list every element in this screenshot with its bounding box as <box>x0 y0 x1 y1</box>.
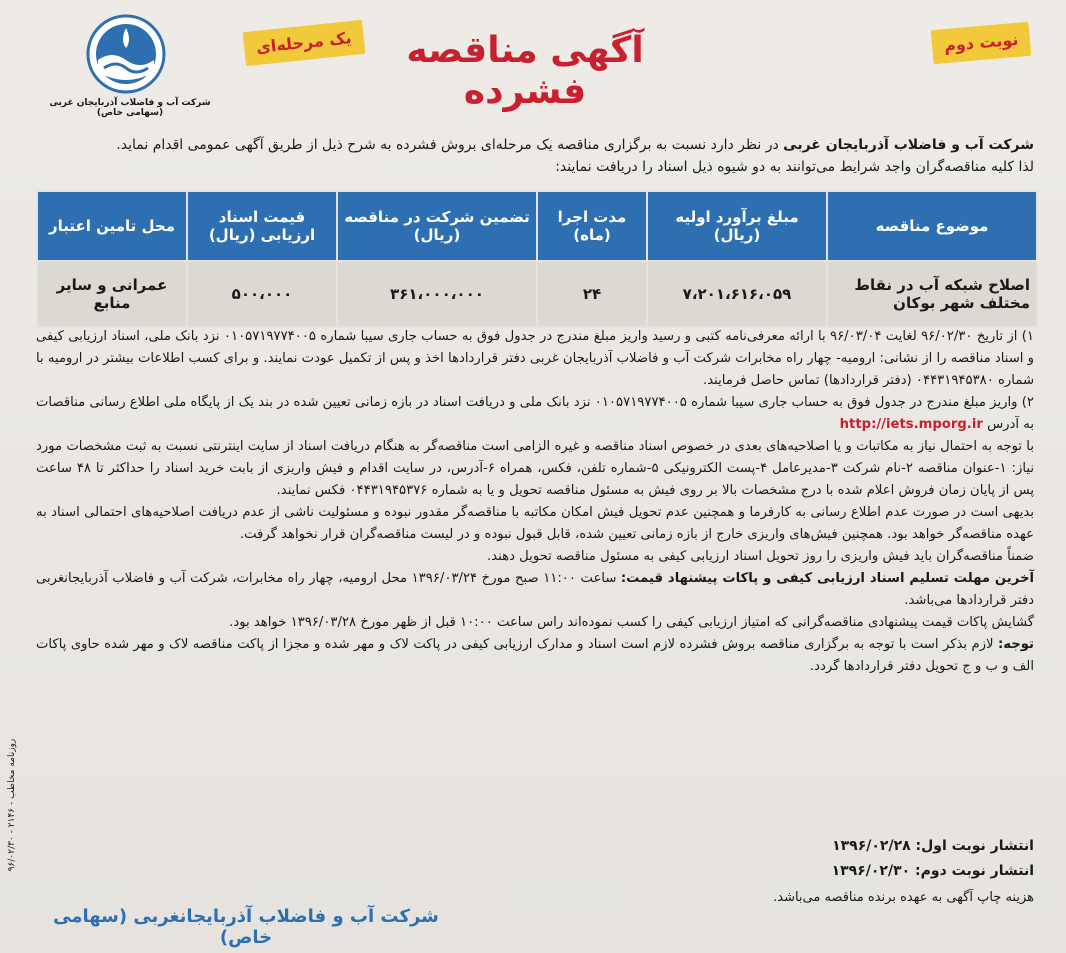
clause-responsibility: بدیهی است در صورت عدم اطلاع رسانی به کارفرما و همچنین عدم تحویل فیش امکان مکاتبه با مناقصه‌گر مقدور نبوده و مسئولیت ناشی از عدم دریافت اصلاحیه‌های احتمالی اسناد به عهده مناقصه‌گر خواهد بود. همچنین فیش‌های واریزی خارج از بازه زمانی تعیین شده، قابل قبول نبوده و در لیست مناقصه‌گران قرار نخواهد گرفت. <box>36 505 1034 542</box>
logo-caption: شرکت آب و فاضلاب آذربایجان غربی (سهامی خاص) <box>49 98 211 118</box>
cell-doc-price: ۵۰۰،۰۰۰ <box>187 261 337 327</box>
cell-guarantee: ۳۶۱،۰۰۰،۰۰۰ <box>337 261 537 327</box>
table-header-row <box>37 191 1037 261</box>
header-doc-price: قیمت اسناد ارزیابی (ریال) <box>187 191 337 261</box>
intro-line2: لذا کلیه مناقصه‌گران واجد شرایط می‌توانند به دو شیوه ذیل اسناد را دریافت نمایند: <box>555 159 1034 175</box>
intro-paragraph <box>36 134 1034 178</box>
cell-duration: ۲۴ <box>537 261 647 327</box>
company-logo-icon <box>86 14 166 94</box>
publication-dates <box>674 834 1034 884</box>
clause-2 <box>36 392 1034 436</box>
clause-2-text: ۲) واریز مبلغ مندرج در جدول فوق به حساب جاری سیبا شماره ۰۱۰۵۷۱۹۷۷۴۰۰۵ نزد بانک ملی و دریافت اسناد در بازه زمانی تعیین شده در بند یک از پایگاه ملی اطلاع رسانی مناقصات به آدرس <box>36 395 1034 432</box>
cell-estimate: ۷،۲۰۱،۶۱۶،۰۵۹ <box>647 261 827 327</box>
clause-receipt: ضمناً مناقصه‌گران باید فیش واریزی را روز تحویل اسناد ارزیابی کیفی به مسئول مناقصه تحویل دهند. <box>487 549 1034 564</box>
footer-company: شرکت آب و فاضلاب آذربایجانغربی (سهامی خاص) <box>53 906 439 948</box>
table-row <box>37 261 1037 327</box>
company-name: شرکت آب و فاضلاب آذربایجان غربی <box>783 137 1034 153</box>
portal-link[interactable]: http://iets.mporg.ir <box>839 417 983 432</box>
header-estimate: مبلغ برآورد اولیه (ریال) <box>647 191 827 261</box>
intro-line1: در نظر دارد نسبت به برگزاری مناقصه یک مرحله‌ای بروش فشرده به شرح ذیل از طریق آگهی عمومی اقدام نماید. <box>116 137 784 153</box>
header-funding: محل تامین اعتبار <box>37 191 187 261</box>
second-round-badge: نوبت دوم <box>930 22 1031 64</box>
side-strip-text: روزنامه مخاطب - ۲۱۴۶ - ۹۶/۰۲/۳۰ <box>7 738 17 872</box>
notice-body <box>36 326 1034 678</box>
cell-funding: عمرانی و سایر منابع <box>37 261 187 327</box>
header-guarantee: تضمین شرکت در مناقصه (ریال) <box>337 191 537 261</box>
deadline-label: آخرین مهلت تسلیم اسناد ارزیابی کیفی و پاکات پیشنهاد قیمت: <box>620 571 1034 586</box>
clause-note <box>36 634 1034 678</box>
second-publication: انتشار نوبت دوم: ۱۳۹۶/۰۲/۳۰ <box>831 863 1034 879</box>
page-title: آگهی مناقصه فشرده <box>406 30 644 112</box>
header-duration: مدت اجرا (ماه) <box>537 191 647 261</box>
cell-subject: اصلاح شبکه آب در نقاط مختلف شهر بوکان <box>827 261 1037 327</box>
single-stage-badge: یک مرحله‌ای <box>243 20 366 66</box>
tender-table <box>36 190 1038 328</box>
deadline-text: ساعت ۱۱:۰۰ صبح مورخ ۱۳۹۶/۰۳/۲۴ محل ارومیه، چهار راه مخابرات، شرکت آب و فاضلاب آذربایجانغربی دفتر قراردادها می‌باشد. <box>36 571 1034 608</box>
note-text: لازم بذکر است با توجه به برگزاری مناقصه بروش فشرده لازم است اسناد و مدارک ارزیابی کیفی در پاکت لاک و مهر شده و مجزا از پاکت مناقصه لاک و مهر شده حاوی پاکات الف و ب و ج تحویل دفتر قراردادها گردد. <box>36 637 1034 674</box>
clause-opening: گشایش پاکات قیمت پیشنهادی مناقصه‌گرانی که امتیاز ارزیابی کیفی را کسب نموده‌اند راس ساعت ۱۰:۰۰ قبل از ظهر مورخ ۱۳۹۶/۰۳/۲۸ خواهد بود. <box>229 615 1034 630</box>
clause-deadline <box>36 568 1034 612</box>
clause-1: ۱) از تاریخ ۹۶/۰۲/۳۰ لغایت ۹۶/۰۳/۰۴ با ارائه معرفی‌نامه کتبی و رسید واریز مبلغ مندرج در جدول فوق به حساب جاری سیبا شماره ۰۱۰۵۷۱۹۷۷۴۰۰۵ نزد بانک ملی، اسناد ارزیابی کیفی و اسناد مناقصه را از نشانی: ارومیه- چهار راه مخابرات شرکت آب و فاضلاب آذربایجان غربی دفتر قراردادها اخذ و پس از تکمیل عودت نمایند. و برای کسب اطلاعات بیشتر در ارومیه با شماره ۰۴۴۳۱۹۴۵۳۸۰ (دفتر قراردادها) تماس حاصل فرمایند. <box>36 329 1034 388</box>
clause-registration: با توجه به احتمال نیاز به مکاتبات و یا اصلاحیه‌های بعدی در خصوص اسناد مناقصه و غیره الزامی است مناقصه‌گر به هنگام دریافت اسناد از سایت اینترنتی نسبت به ثبت مشخصات مورد نیاز: ۱-عنوان مناقصه ۲-نام شرکت ۳-مدیرعامل ۴-پست الکترونیکی ۵-شماره تلفن، فکس، همراه ۶-آدرس، در سایت اقدام و فیش واریزی از بابت خرید اسناد را حداکثر تا ۴۸ ساعت پس از پایان زمان فروش اعلام شده با درج مشخصات بالا بر روی فیش به مسئول مناقصه تحویل و یا به شماره ۰۴۴۳۱۹۴۵۳۷۶ فکس نمایند. <box>36 439 1034 498</box>
print-cost-note: هزینه چاپ آگهی به عهده برنده مناقصه می‌باشد. <box>773 890 1034 905</box>
side-strip <box>2 690 18 940</box>
header-subject: موضوع مناقصه <box>827 191 1037 261</box>
first-publication: انتشار نوبت اول: ۱۳۹۶/۰۲/۲۸ <box>832 838 1034 854</box>
note-label: توجه: <box>998 637 1034 652</box>
